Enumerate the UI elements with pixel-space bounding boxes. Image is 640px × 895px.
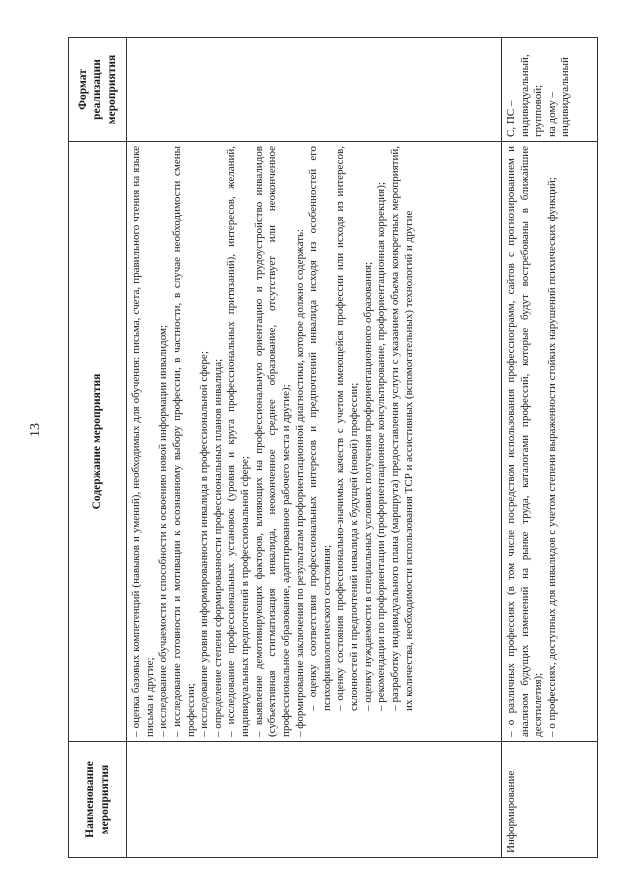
- list-item: – оценка базовых компетенций (навыков и умений), необходимых для обучения: письма, счета, правильного чтения на языке письма и другие;: [130, 146, 156, 737]
- sub-list-item: – оценку соответствия профессиональных интересов и предпочтений инвалида исходя из особенностей его психофизиологического состояния;: [307, 146, 333, 711]
- table-header-row: [69, 38, 127, 858]
- table-row-informing: [501, 38, 597, 858]
- row2-name-cell: Информирование: [501, 742, 597, 858]
- row1-name-cell: [127, 742, 502, 858]
- measures-table: [68, 37, 598, 858]
- header-format: Формат реализации мероприятия: [69, 38, 127, 142]
- table-row-diagnostics: [127, 38, 502, 858]
- list-item: – формирование заключения по результатам профориентационной диагностики, которое должно содержать:: [293, 228, 306, 737]
- format-line: С, ПС –: [504, 100, 517, 137]
- list-item: – определение степени сформированности профессиональных планов инвалида;: [211, 358, 224, 737]
- format-line: индивидуальный,: [518, 54, 531, 137]
- list-item: – исследование профессиональных установок (уровня и круга профессиональных притязаний), интересов, желаний, индивидуальных предпочтений в профессиональной сфере;: [225, 146, 251, 737]
- row2-format-cell: [501, 38, 597, 142]
- sub-list-item: – оценку нуждаемости в специальных условиях получения профориентационного образования;: [361, 261, 374, 711]
- list-item: – исследование обучаемости и способности к освоению новой информации инвалидом;: [157, 324, 170, 737]
- row1-content-cell: [127, 142, 502, 742]
- list-item: – о различных профессиях (в том числе посредством использования профессиограмм, сайтов с прогнозированием и анализом будущих изменений на рынке труда, каталогами профессий, которые будут востребованы в ближайшие десятилетия);: [504, 146, 545, 737]
- sub-list-item: – разработку индивидуального плана (маршрута) предоставления услуги с указанием объема конкретных мероприятий, их количества, необходимости использования ТСР и ассистивных (вспомогательных) технологий и другие: [388, 146, 415, 711]
- format-line: на дому –: [545, 91, 558, 137]
- list-item: – о профессиях, доступных для инвалидов с учетом степени выраженности стойких нарушений психических функций;: [545, 177, 558, 737]
- format-line: групповой;: [532, 84, 545, 137]
- header-content: Содержание мероприятия: [69, 142, 127, 742]
- list-item: – выявление демотивирующих факторов, влияющих на профессиональную ориентацию и трудоустройство инвалидов (субъективная стигматизация инвалида, неоконченное среднее образование, отсутствует или неоконченное профессиональное образование, адаптированное рабочего места и другие);: [252, 146, 292, 737]
- row1-format-cell: [127, 38, 502, 142]
- sub-list-item: – рекомендации по профориентации (профориентационное консультирование, профориентационная коррекция);: [375, 182, 388, 711]
- format-line: индивидуальный: [559, 57, 572, 137]
- list-item: – исследование готовности и мотивации к осознанному выбору профессии, в частности, в случае необходимости смены профессии;: [170, 146, 197, 737]
- header-name: Наименование мероприятия: [69, 742, 127, 858]
- list-item: – исследование уровня информированности инвалида в профессиональной сфере;: [198, 351, 211, 737]
- rotated-page-content: [68, 38, 598, 858]
- sub-list-item: – оценку состояния профессионально-значимых качеств с учетом имеющейся профессии или исходя из интересов, склонностей и предпочтений инвалида к будущей (новой) профессии;: [334, 146, 360, 711]
- page-number: 13: [28, 423, 43, 437]
- row2-content-cell: [501, 142, 597, 742]
